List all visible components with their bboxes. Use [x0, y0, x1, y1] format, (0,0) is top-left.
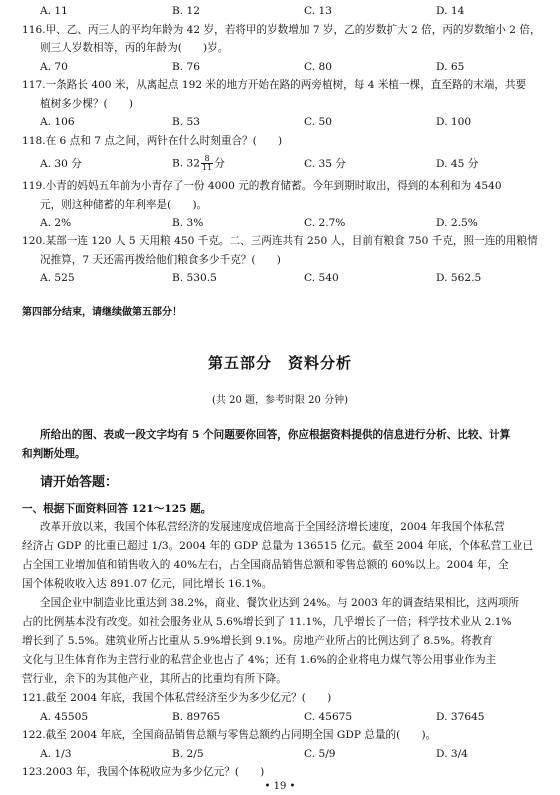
q120-option-a: A. 525	[40, 272, 75, 284]
passage-line: 改革开放以来，我国个体私营经济的发展速度成倍地高于全国经济增长速度，2004 年我国个体私营	[40, 521, 505, 533]
q116-stem-line1: 116.甲、乙、丙三人的平均年龄为 42 岁，若将甲的岁数增加 7 岁，乙的岁数扩大 2 倍，丙的岁数缩小 2 倍，	[22, 24, 541, 36]
q118-stem: 118.在 6 点和 7 点之间，两针在什么时刻重合？( )	[22, 135, 283, 147]
q117-stem-line1: 117.一条路长 400 米，从离起点 192 米的地方开始在路的两旁植树，每 4 米植一棵，直至路的末端，共要	[22, 79, 527, 91]
part5-instruction-line1: 所给出的图、表或一段文字均有 5 个问题要你回答，你应根据资料提供的信息进行分析、比较、计算	[40, 429, 511, 441]
q116-option-a: A. 70	[40, 61, 68, 73]
q119-stem-line1: 119.小青的妈妈五年前为小青存了一份 4000 元的教育储蓄。今年到期时取出，得到的本利和为 4540	[22, 180, 502, 192]
q119-option-b: B. 3%	[172, 217, 204, 229]
q121-stem: 121.截至 2004 年底，我国个体私营经济至少为多少亿元？( )	[22, 692, 332, 704]
q117-options	[40, 117, 560, 131]
q116-option-d: D. 65	[436, 61, 465, 73]
q120-option-d: D. 562.5	[436, 272, 482, 284]
q119-options	[40, 218, 560, 232]
q121-options	[40, 712, 560, 726]
q115-options	[40, 6, 560, 20]
q117-option-d: D. 100	[436, 116, 472, 128]
q122-stem: 122.截至 2004 年底，全国商品销售总额与零售总额约占同期全国 GDP 总量的( )。	[22, 729, 437, 741]
fraction-denominator: 11	[202, 163, 213, 172]
fraction-numerator: 8	[201, 155, 213, 164]
q116-option-b: B. 76	[172, 61, 200, 73]
q120-options	[40, 273, 560, 287]
q122-option-d: D. 3/4	[436, 748, 468, 760]
start-answering-heading: 请开始答题：	[40, 475, 119, 490]
q122-option-a: A. 1/3	[40, 748, 72, 760]
q118-option-a: A. 30 分	[40, 158, 82, 170]
q122-option-b: B. 2/5	[172, 748, 204, 760]
q119-option-d: D. 2.5%	[436, 217, 478, 229]
q119-option-c: C. 2.7%	[304, 217, 346, 229]
q121-option-d: D. 37645	[436, 711, 485, 723]
q117-option-c: C. 50	[304, 116, 332, 128]
passage-line: 营行业，余下的为其他产业，其所占的比重均有所下降。	[22, 673, 287, 685]
q122-option-c: C. 5/9	[304, 748, 336, 760]
passage-line: 全国企业中制造业比重达到 38.2%，商业、餐饮业达到 24%。与 2003 年的调查结果相比，这两项所	[40, 597, 520, 609]
q118-option-c: C. 35 分	[304, 158, 346, 170]
q117-stem-line2: 植树多少棵？( )	[40, 98, 134, 110]
passage-line: 增长到了 5.5%。建筑业所占比重从 5.9%增长到 9.1%。房地产业所占的比例达到了 8.5%。将教育	[22, 635, 493, 647]
passage-line: 文化与卫生体育作为主营行业的私营企业也占了 4%；还有 1.6%的企业将电力煤气等公用事业作为主	[22, 654, 497, 666]
q119-stem-line2: 元，则这种储蓄的年利率是( )。	[40, 199, 208, 211]
q116-stem-line2: 则三人岁数相等，丙的年龄为( )岁。	[40, 42, 229, 54]
q119-option-a: A. 2%	[40, 217, 72, 229]
q116-options	[40, 62, 560, 76]
part5-subtitle: (共 20 题，参考时限 20 分钟)	[212, 395, 348, 406]
q115-option-c: C. 13	[304, 5, 332, 17]
q116-option-c: C. 80	[304, 61, 332, 73]
q120-stem-line2: 况推算，7 天还需再拨给他们粮食多少千克？( )	[40, 254, 281, 266]
part4-end-notice: 第四部分结束，请继续做第五部分！	[22, 307, 182, 318]
q120-option-c: C. 540	[304, 272, 339, 284]
q118-option-b-fraction	[201, 155, 213, 172]
part5-instruction-line2: 和判断处理。	[22, 448, 86, 460]
q117-option-b: B. 53	[172, 116, 200, 128]
passage-line: 经济占 GDP 的比重已超过 1/3。2004 年的 GDP 总量为 136515 亿元。截至 2004 年底，个体私营工业已	[22, 540, 534, 552]
passage-line: 占全国工业增加值和销售收入的 40%左右，占全国商品销售总额和零售总额的 60%以上。2004 年，全	[22, 559, 509, 571]
q115-option-a: A. 11	[40, 5, 68, 17]
q121-option-b: B. 89765	[172, 711, 221, 723]
passage-line: 国个体税收收入达 891.07 亿元，同比增长 16.1%。	[22, 578, 273, 590]
q115-option-b: B. 12	[172, 5, 200, 17]
q121-option-a: A. 45505	[40, 711, 89, 723]
q121-option-c: C. 45675	[304, 711, 353, 723]
q120-option-b: B. 530.5	[172, 272, 217, 284]
q117-option-a: A. 106	[40, 116, 75, 128]
q118-option-b-unit: 分	[214, 157, 225, 170]
q118-option-b-integer: B. 32	[172, 157, 200, 170]
part5-title: 第五部分 资料分析	[207, 354, 352, 372]
passage-line: 占的比例基本没有改变。如社会服务业从 5.6%增长到了 11.1%，几乎增长了一倍；科学技术业从 2.1%	[22, 616, 512, 628]
q123-stem: 123.2003 年，我国个体税收应为多少亿元？( )	[22, 766, 265, 778]
q118-option-d: D. 45 分	[436, 158, 479, 170]
q118-options	[40, 155, 560, 177]
q118-option-b	[172, 155, 225, 172]
q120-stem-line1: 120.某部一连 120 人 5 天用粮 450 千克。二、三两连共有 250 人，目前有粮食 750 千克，照一连的用粮情	[22, 235, 538, 247]
q122-options	[40, 749, 560, 763]
q115-option-d: D. 14	[436, 5, 465, 17]
section-heading: 一、根据下面资料回答 121～125 题。	[22, 503, 212, 515]
page-number: • 19 •	[264, 781, 296, 792]
